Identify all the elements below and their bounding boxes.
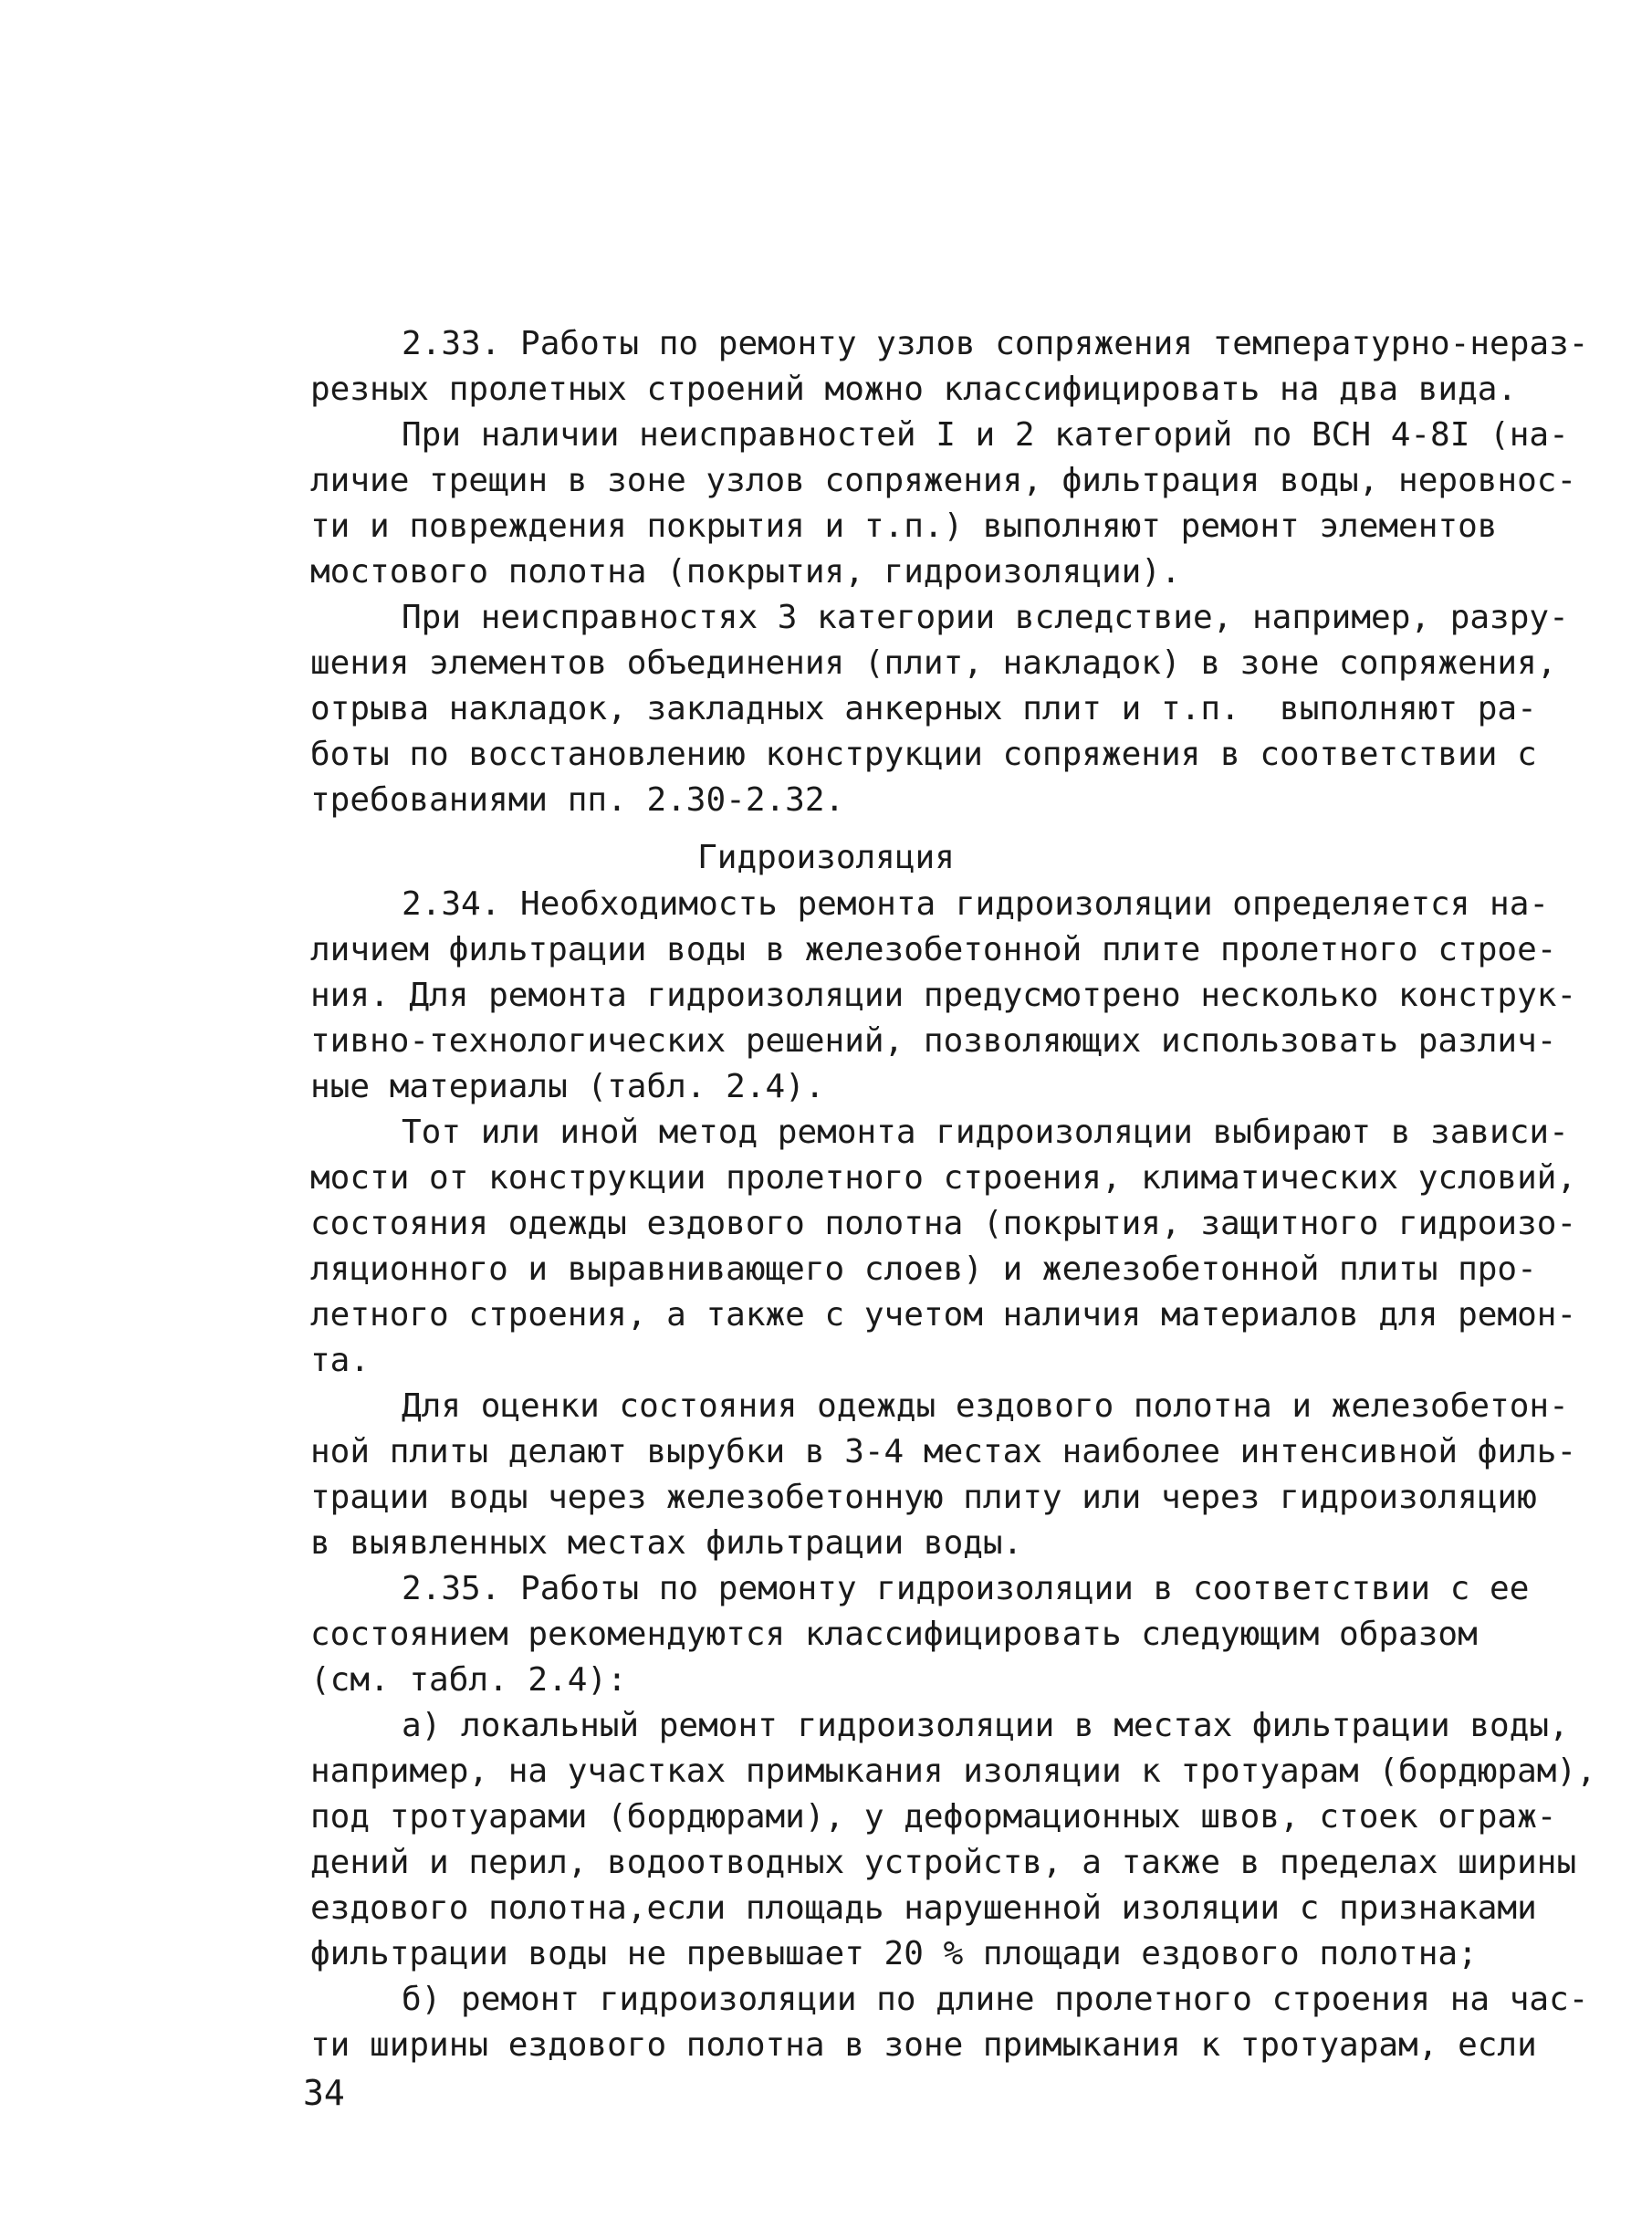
text-line: ти и повреждения покрытия и т.п.) выполняют ремонт элементов [310,507,1498,545]
text-line: трации воды через железобетонную плиту или через гидроизоляцию [310,1479,1537,1516]
text-line: ти ширины ездового полотна в зоне примыкания к тротуарам, если [310,2026,1537,2064]
text-line: требованиями пп. 2.30-2.32. [310,781,845,819]
text-line: в выявленных местах фильтрации воды. [310,1524,1023,1562]
text-line: летного строения, а также с учетом наличия материалов для ремон- [310,1296,1577,1334]
text-line: та. [310,1342,371,1379]
text-line: а) локальный ремонт гидроизоляции в местах фильтрации воды, [402,1707,1569,1744]
text-line: Для оценки состояния одежды ездового полотна и железобетон- [402,1387,1569,1425]
text-line: Тот или иной метод ремонта гидроизоляции выбирают в зависи- [402,1114,1569,1151]
text-line: При неисправностях 3 категории вследствие, например, разру- [402,599,1569,636]
text-line: ляционного и выравнивающего слоев) и железобетонной плиты про- [310,1250,1537,1288]
text-line: ездового полотна,если площадь нарушенной изоляции с признаками [310,1889,1537,1927]
text-line: например, на участках примыкания изоляции к тротуарам (бордюрам), [310,1752,1596,1790]
text-line: мости от конструкции пролетного строения, климатических условий, [310,1159,1577,1197]
text-line: ные материалы (табл. 2.4). [310,1068,825,1105]
text-line: 2.35. Работы по ремонту гидроизоляции в соответствии с ее [402,1570,1530,1607]
text-line: под тротуарами (бордюрами), у деформационных швов, стоек ограж- [310,1798,1557,1836]
text-line: фильтрации воды не превышает 20 % площади ездового полотна; [310,1935,1478,1972]
text-line: ния. Для ремонта гидроизоляции предусмотрено несколько конструк- [310,977,1577,1014]
text-line: ной плиты делают вырубки в 3-4 местах наиболее интенсивной филь- [310,1433,1577,1470]
text-line: состояния одежды ездового полотна (покрытия, защитного гидроизо- [310,1205,1577,1242]
text-line: шения элементов объединения (плит, накладок) в зоне сопряжения, [310,644,1557,682]
text-line: резных пролетных строений можно классифицировать на два вида. [310,371,1518,408]
text-line: (см. табл. 2.4): [310,1661,627,1699]
text-line: боты по восстановлению конструкции сопряжения в соответствии с [310,736,1537,773]
text-line: тивно-технологических решений, позволяющих использовать различ- [310,1022,1557,1060]
section-heading: Гидроизоляция [697,839,955,876]
text-line: 2.34. Необходимость ремонта гидроизоляции определяется на- [402,885,1550,923]
text-line: 2.33. Работы по ремонту узлов сопряжения температурно-нераз- [402,325,1589,362]
text-line: При наличии неисправностей I и 2 категорий по ВСН 4-8I (на- [402,416,1569,454]
text-line: отрыва накладок, закладных анкерных плит и т.п. выполняют ра- [310,690,1537,727]
page-number: 34 [303,2073,345,2113]
text-line: б) ремонт гидроизоляции по длине пролетного строения на час- [402,1981,1589,2018]
text-line: личием фильтрации воды в железобетонной плите пролетного строе- [310,931,1557,968]
text-line: мостового полотна (покрытия, гидроизоляции). [310,553,1181,591]
text-line: дений и перил, водоотводных устройств, а также в пределах ширины [310,1844,1577,1881]
text-line: личие трещин в зоне узлов сопряжения, фильтрация воды, неровнос- [310,462,1577,499]
text-line: состоянием рекомендуются классифицировать следующим образом [310,1616,1478,1653]
